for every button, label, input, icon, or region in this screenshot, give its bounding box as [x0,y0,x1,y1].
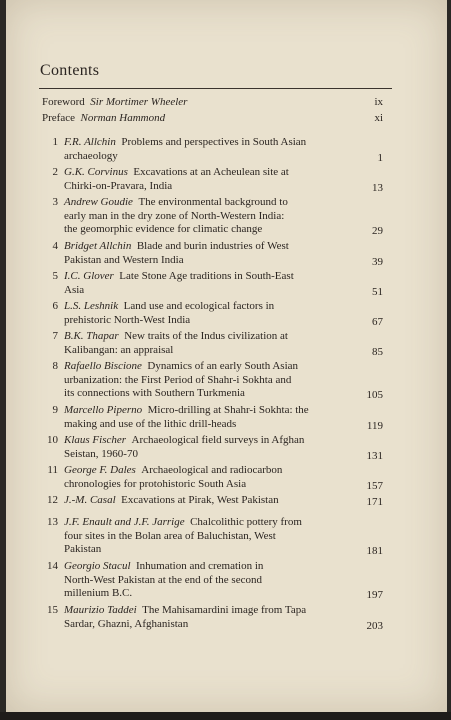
entry-author: L.S. Leshnik [64,300,119,312]
entry-line: four sites in the Bolan area of Baluchistan, West [64,529,276,542]
entry-text [64,196,364,237]
entry-text [64,360,364,401]
entry-author: George F. Dales [64,464,136,476]
entry-line: Maurizio Taddei The Mahisamardini image from Tapa [64,604,307,616]
entry-line: G.K. Corvinus Excavations at an Acheulean site at [64,166,289,178]
entry-line: its connections with Southern Turkmenia [64,387,245,400]
entry-number: 11 [47,464,58,476]
front-matter-page: ix [374,96,383,108]
entry-text [64,240,364,267]
entry-number: 5 [52,270,58,282]
entry-page: 51 [372,285,383,298]
entry-text [64,270,364,297]
entry-author: I.C. Glover [64,270,114,282]
entry-text [64,166,364,193]
entry-line: Rafaello Biscione Dynamics of an early South Asian [64,360,299,372]
front-matter-row [42,112,165,124]
entry-author: G.K. Corvinus [64,166,128,178]
entry-text [64,516,364,557]
entry-line: B.K. Thapar New traits of the Indus civilization at [64,330,288,342]
entry-number: 6 [52,300,58,312]
front-matter-label: Preface [42,112,75,124]
front-matter-author: Sir Mortimer Wheeler [90,96,188,108]
entry-author: B.K. Thapar [64,330,119,342]
entry-line: J.F. Enault and J.F. Jarrige Chalcolithic pottery from [64,516,302,528]
entry-line: Andrew Goudie The environmental background to [64,196,288,208]
entry-page: 85 [372,345,383,358]
entry-page: 171 [366,496,383,508]
entry-number: 13 [47,516,58,528]
book-page [6,0,447,712]
entry-line: George F. Dales Archaeological and radiocarbon [64,464,283,476]
entry-author: Klaus Fischer [64,434,127,446]
entry-page: 203 [366,619,383,632]
entry-line: Kalibangan: an appraisal [64,343,174,356]
entry-page: 39 [372,255,383,268]
entry-number: 12 [47,494,58,506]
entry-text [64,330,364,357]
entry-number: 4 [52,240,58,252]
entry-author: Maurizio Taddei [64,604,137,616]
entry-author: Rafaello Biscione [64,360,142,372]
entry-author: F.R. Allchin [64,136,116,148]
entry-line: L.S. Leshnik Land use and ecological factors in [64,300,275,312]
heading-rule [39,88,392,89]
entry-line: Bridget Allchin Blade and burin industries of West [64,240,289,252]
entry-line: millenium B.C. [64,587,133,600]
entry-number: 9 [52,404,58,416]
entry-page: 197 [366,589,383,602]
entry-text [64,404,364,431]
entry-page: 67 [372,315,383,328]
entry-line: Seistan, 1960-70 [64,447,138,460]
entry-author: Bridget Allchin [64,240,132,252]
entry-number: 1 [52,136,58,148]
entry-number: 2 [52,166,58,178]
entry-line: making and use of the lithic drill-heads [64,417,237,430]
entry-text [64,604,364,631]
entry-author: J.-M. Casal [64,494,116,506]
entry-author: Andrew Goudie [64,196,133,208]
entry-page: 105 [366,389,383,402]
entry-number: 8 [52,360,58,372]
entry-text [64,494,364,508]
entry-line: Marcello Piperno Micro-drilling at Shahr-i Sokhta: the [64,404,309,416]
entry-line: early man in the dry zone of North-Western India: [64,209,285,222]
entry-author: Marcello Piperno [64,404,143,416]
entry-number: 3 [52,196,58,208]
entry-number: 15 [47,604,58,616]
entry-line: F.R. Allchin Problems and perspectives in South Asian [64,136,307,148]
entry-text [64,136,364,163]
entry-page: 119 [366,419,383,432]
front-matter-label: Foreword [42,96,85,108]
entry-page: 1 [377,151,383,164]
entry-text [64,300,364,327]
entry-line: Chirki-on-Pravara, India [64,179,173,192]
page-edge [0,712,451,720]
entry-text [64,434,364,461]
entry-page: 131 [366,449,383,462]
entry-number: 7 [52,330,58,342]
entry-page: 157 [366,479,383,492]
entry-line: Georgio Stacul Inhumation and cremation in [64,560,264,572]
entry-author: Georgio Stacul [64,560,131,572]
entry-line: prehistoric North-West India [64,313,191,326]
entry-text [64,560,364,601]
entry-line: the geomorphic evidence for climatic change [64,223,263,236]
contents-heading: Contents [40,62,100,79]
entry-page: 29 [372,225,383,238]
entry-line: Klaus Fischer Archaeological field surveys in Afghan [64,434,305,446]
entry-text [64,464,364,491]
entry-page: 13 [372,181,383,194]
front-matter-author: Norman Hammond [80,112,166,124]
entry-line: archaeology [64,149,118,162]
entry-line: I.C. Glover Late Stone Age traditions in South-East [64,270,294,282]
front-matter-page: xi [374,112,383,124]
front-matter-row [42,96,187,108]
entry-number: 14 [47,560,58,572]
entry-author: J.F. Enault and J.F. Jarrige [64,516,185,528]
entry-line: J.-M. Casal Excavations at Pirak, West Pakistan [64,494,279,506]
entry-line: urbanization: the First Period of Shahr-i Sokhta and [64,373,292,386]
entry-line: chronologies for protohistoric South Asia [64,477,247,490]
entry-number: 10 [47,434,58,446]
entry-line: Pakistan [64,543,102,556]
entry-line: Pakistan and Western India [64,253,184,266]
entry-line: Sardar, Ghazni, Afghanistan [64,617,189,630]
entry-line: North-West Pakistan at the end of the second [64,573,262,586]
entry-line: Asia [64,283,85,296]
entry-page: 181 [366,545,383,558]
